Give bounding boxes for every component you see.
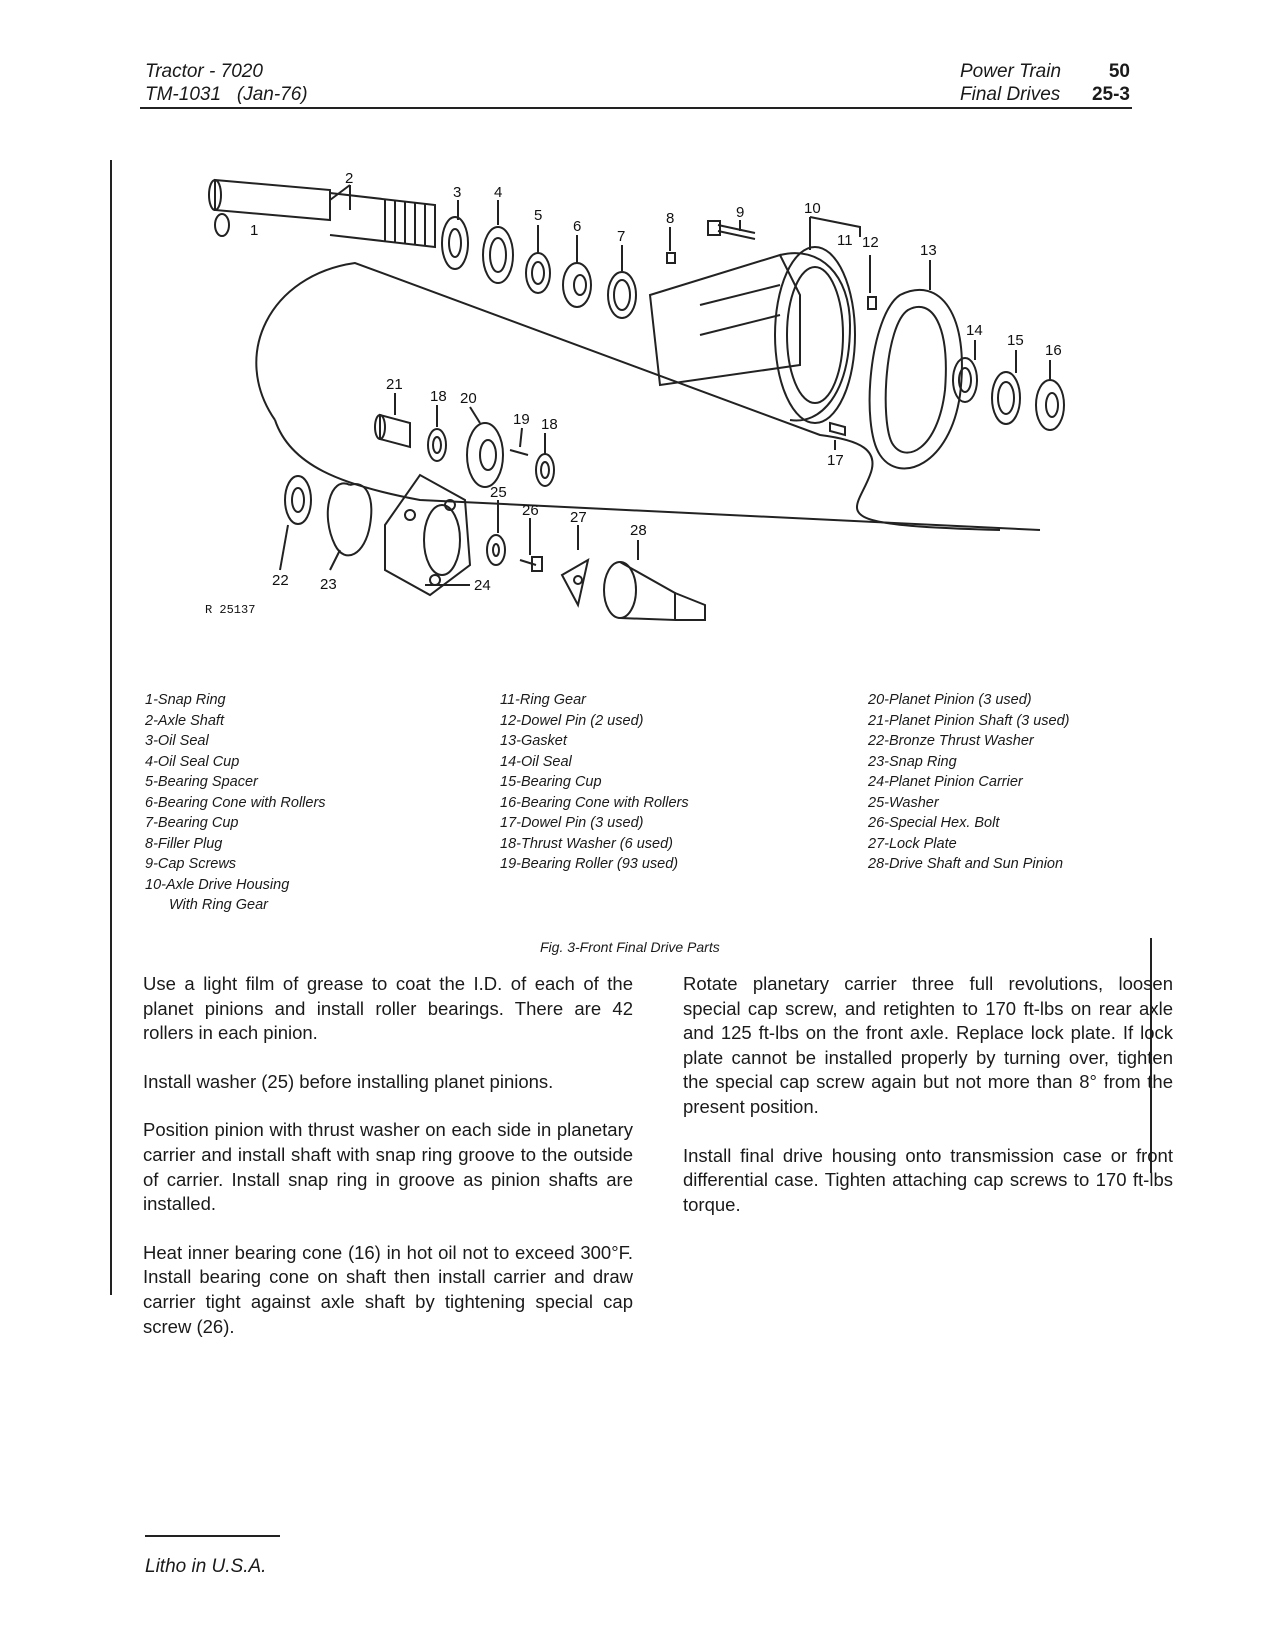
callout-18b: 18 xyxy=(541,416,558,433)
subsection-title: Final Drives xyxy=(960,84,1061,105)
footer-rule xyxy=(145,1535,280,1537)
legend-item: 13-Gasket xyxy=(500,733,567,749)
legend-column-2 xyxy=(500,690,689,875)
callout-26: 26 xyxy=(522,502,539,519)
legend-item: 16-Bearing Cone with Rollers xyxy=(500,794,689,811)
footer-text: Litho in U.S.A. xyxy=(145,1556,267,1577)
body-column-right xyxy=(683,972,1173,1241)
callout-7: 7 xyxy=(617,228,626,245)
callout-10: 10 xyxy=(804,200,821,217)
legend-item: 7-Bearing Cup xyxy=(145,815,239,831)
paragraph: Heat inner bearing cone (16) in hot oil not to exceed 300°F. Install bearing cone on shaft then install carrier and draw carrier tight against axle shaft by tightening special cap screw (26). xyxy=(143,1241,633,1337)
change-bar-left xyxy=(110,160,112,1295)
legend-item: 11-Ring Gear xyxy=(500,692,586,708)
callout-8: 8 xyxy=(666,210,675,227)
legend-item: 28-Drive Shaft and Sun Pinion xyxy=(868,856,1064,872)
callout-20: 20 xyxy=(460,390,477,407)
legend-item: 5-Bearing Spacer xyxy=(145,774,258,790)
callout-14: 14 xyxy=(966,322,983,339)
callout-16: 16 xyxy=(1045,342,1062,359)
paragraph: Install final drive housing onto transmission case or front differential case. Tighten attaching cap screws to 170 ft-lbs torque. xyxy=(683,1144,1173,1215)
callout-22: 22 xyxy=(272,572,289,589)
legend-column-3 xyxy=(868,690,1070,875)
legend-item: 24-Planet Pinion Carrier xyxy=(868,774,1023,790)
paragraph: Install washer (25) before installing planet pinions. xyxy=(143,1070,554,1092)
callout-23: 23 xyxy=(320,576,337,593)
doc-title: Tractor - 7020 xyxy=(145,61,263,82)
callout-17: 17 xyxy=(827,452,844,469)
legend-item: 6-Bearing Cone with Rollers xyxy=(145,794,326,811)
callout-21: 21 xyxy=(386,376,403,393)
paragraph: Position pinion with thrust washer on each side in planetary carrier and install shaft with snap ring groove to the outside of carrier. Install snap ring in groove as pinion shafts are installed. xyxy=(143,1119,633,1215)
header-left xyxy=(145,60,308,106)
body-column-left xyxy=(143,972,633,1363)
callout-labels xyxy=(205,170,1062,617)
callout-4: 4 xyxy=(494,184,503,201)
legend-item: 19-Bearing Roller (93 used) xyxy=(500,856,679,872)
callout-5: 5 xyxy=(534,207,543,224)
callout-2: 2 xyxy=(345,170,354,187)
legend-item: 12-Dowel Pin (2 used) xyxy=(500,712,644,729)
legend-item: 1-Snap Ring xyxy=(145,692,226,708)
legend-item: 14-Oil Seal xyxy=(500,753,572,770)
legend-item: With Ring Gear xyxy=(169,897,268,913)
legend-item: 10-Axle Drive Housing xyxy=(145,876,290,893)
callout-28: 28 xyxy=(630,522,647,539)
header-rule xyxy=(140,107,1132,109)
doc-number: TM-1031 (Jan-76) xyxy=(145,84,308,105)
legend-item: 25-Washer xyxy=(868,794,939,811)
callout-11: 11 xyxy=(837,232,853,249)
legend-item: 26-Special Hex. Bolt xyxy=(868,815,1000,831)
exploded-parts-diagram xyxy=(180,165,1080,645)
section-title: Power Train xyxy=(960,61,1062,82)
legend-item: 23-Snap Ring xyxy=(868,753,957,770)
figure-code: R 25137 xyxy=(205,603,256,617)
paragraph: Rotate planetary carrier three full revolutions, loosen special cap screw, and retighten to 170 ft-lbs on rear axle and 125 ft-lbs on the front axle. Replace lock plate. If lock plate cannot be installed properly by turning over, tighten the special cap screw again but not more than 8° from the present position. xyxy=(683,973,1173,1117)
header-right xyxy=(960,60,1130,106)
callout-12: 12 xyxy=(862,234,879,251)
legend-column-1 xyxy=(145,690,326,916)
callout-27: 27 xyxy=(570,509,587,526)
callout-19: 19 xyxy=(513,411,530,428)
callout-15: 15 xyxy=(1007,332,1024,349)
legend-item: 2-Axle Shaft xyxy=(145,712,224,729)
legend-item: 9-Cap Screws xyxy=(145,856,237,872)
figure-caption: Fig. 3-Front Final Drive Parts xyxy=(540,939,720,955)
legend-item: 8-Filler Plug xyxy=(145,835,223,852)
legend-item: 22-Bronze Thrust Washer xyxy=(868,733,1034,749)
callout-1: 1 xyxy=(250,222,259,239)
callout-3: 3 xyxy=(453,184,462,201)
legend-item: 20-Planet Pinion (3 used) xyxy=(868,692,1032,708)
legend-item: 18-Thrust Washer (6 used) xyxy=(500,835,673,852)
legend-item: 4-Oil Seal Cup xyxy=(145,753,240,770)
callout-18a: 18 xyxy=(430,388,447,405)
callout-13: 13 xyxy=(920,242,937,259)
section-number: 25-3 xyxy=(1091,84,1130,105)
legend-item: 3-Oil Seal xyxy=(145,733,209,749)
legend-item: 21-Planet Pinion Shaft (3 used) xyxy=(868,712,1070,729)
legend-item: 15-Bearing Cup xyxy=(500,774,602,790)
legend-item: 17-Dowel Pin (3 used) xyxy=(500,815,644,831)
callout-24: 24 xyxy=(474,577,491,594)
callout-6: 6 xyxy=(573,218,582,235)
paragraph: Use a light film of grease to coat the I.D. of each of the planet pinions and install roller bearings. There are 42 rollers in each pinion. xyxy=(143,973,633,1044)
callout-25: 25 xyxy=(490,484,507,501)
page-number: 50 xyxy=(1108,61,1130,82)
callout-9: 9 xyxy=(736,204,745,221)
legend-item: 27-Lock Plate xyxy=(868,835,957,852)
